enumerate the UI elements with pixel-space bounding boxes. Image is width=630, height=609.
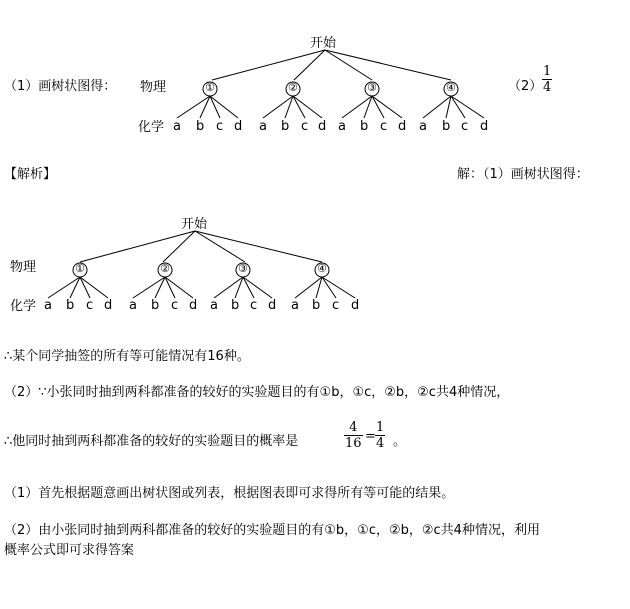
tree2-leaf: b	[151, 298, 160, 313]
tree1-leaf: b	[196, 119, 205, 134]
tree2-leaf: c	[332, 298, 340, 313]
answer-part2-label: （2）	[508, 79, 543, 94]
tree1-root: 开始	[310, 36, 337, 51]
tree1-leaf: b	[442, 119, 451, 134]
tree1-leaf: a	[419, 119, 427, 134]
tree1-level1-label: 物理	[140, 80, 167, 95]
tree1-level2-label: 化学	[138, 120, 165, 135]
fraction-numerator: 4	[349, 420, 358, 435]
tree1-leaf: c	[216, 119, 224, 134]
note-line-1: （1）首先根据题意画出树状图或列表，根据图表即可求得所有等可能的结果。	[4, 486, 455, 501]
tree2-leaf: b	[231, 298, 240, 313]
fraction-denominator: 4	[543, 80, 552, 95]
tree2-leaf: c	[86, 298, 94, 313]
tree2-leaf: c	[250, 298, 258, 313]
fraction-denominator: 16	[345, 436, 362, 451]
tree2-leaf: a	[210, 298, 218, 313]
solution-line-2: （2）∵小张同时抽到两科都准备的较好的实验题目的有①b，①c，②b，②c共4种情况，	[4, 385, 510, 400]
tree1-leaf: c	[380, 119, 388, 134]
tree2-leaf: d	[351, 298, 360, 313]
solution-line-1: ∴某个同学抽签的所有等可能情况有16种。	[4, 349, 250, 364]
tree1-leaf: b	[360, 119, 369, 134]
tree2-root: 开始	[181, 217, 208, 232]
tree2-leaf: a	[129, 298, 137, 313]
tree1-leaf: c	[301, 119, 309, 134]
tree1-leaf: d	[398, 119, 407, 134]
tree2-leaf: d	[189, 298, 198, 313]
note-line-3: 概率公式即可求得答案	[4, 543, 135, 558]
fraction-numerator: 1	[543, 64, 552, 79]
tree2-leaf: a	[44, 298, 52, 313]
answer-part2-fraction	[542, 64, 552, 95]
tree1-node-1: ①	[205, 81, 215, 94]
tree1-leaf: a	[338, 119, 346, 134]
tree1-leaf: a	[259, 119, 267, 134]
tree1-node-3: ③	[367, 81, 377, 94]
tree2-node-4: ④	[317, 262, 327, 275]
tree2-node-2: ②	[160, 262, 170, 275]
tree2-level2-label: 化学	[10, 299, 37, 314]
tree1-leaf: d	[480, 119, 489, 134]
probability-fraction-1	[344, 420, 363, 451]
tree1-leaf: d	[234, 119, 243, 134]
solution-line-3-suffix: 。	[393, 434, 407, 449]
tree2-level1-label: 物理	[10, 260, 37, 275]
tree2-leaf: b	[312, 298, 321, 313]
tree2-node-1: ①	[75, 262, 85, 275]
tree1-node-4: ④	[446, 81, 456, 94]
tree1-leaf: b	[281, 119, 290, 134]
analysis-intro: 解：（1）画树状图得：	[457, 167, 589, 182]
equals-sign: =	[365, 429, 376, 444]
tree1-node-2: ②	[288, 81, 298, 94]
tree1-leaf: a	[173, 119, 181, 134]
tree1-leaf: d	[318, 119, 327, 134]
tree2-leaf: d	[268, 298, 277, 313]
probability-fraction-2	[375, 420, 385, 451]
tree2-node-3: ③	[238, 262, 248, 275]
solution-line-3-prefix: ∴他同时抽到两科都准备的较好的实验题目的概率是	[4, 434, 299, 449]
fraction-numerator: 1	[376, 420, 385, 435]
tree1-leaf: c	[461, 119, 469, 134]
fraction-denominator: 4	[376, 436, 385, 451]
tree2-leaf: a	[291, 298, 299, 313]
answer-part1-label: （1）画树状图得：	[4, 79, 117, 94]
note-line-2: （2）由小张同时抽到两科都准备的较好的实验题目的有①b，①c，②b，②c共4种情况，利用	[4, 523, 540, 538]
tree2-leaf: c	[171, 298, 179, 313]
analysis-header: 【解析】	[4, 167, 57, 182]
tree2-leaf: d	[104, 298, 113, 313]
tree2-leaf: b	[66, 298, 75, 313]
